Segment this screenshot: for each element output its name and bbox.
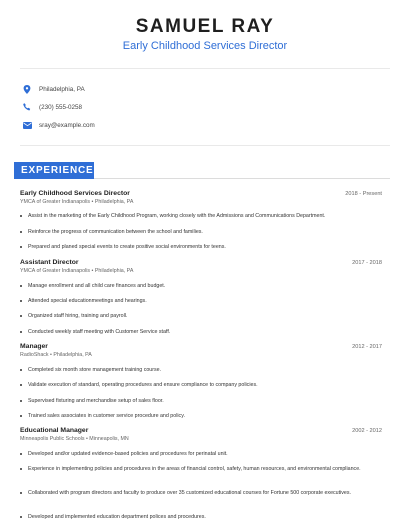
contact-phone (22, 101, 82, 113)
job-organization: YMCA of Greater Indianapolis • Philadelphia, PA (20, 199, 134, 205)
job-dates: 2018 - Present (345, 191, 382, 197)
job-entry (20, 190, 382, 205)
email-icon (22, 120, 32, 130)
job-title: Early Childhood Services Director (20, 190, 130, 197)
job-entry (20, 259, 382, 274)
section-underline (94, 178, 390, 179)
job-organization: YMCA of Greater Indianapolis • Philadelphia, PA (20, 268, 134, 274)
bullet-item: Trained sales associates in customer service procedure and policy. (28, 412, 382, 420)
job-dates: 2002 - 2012 (352, 428, 382, 434)
job-entry (20, 343, 382, 358)
email-text[interactable]: sray@example.com (39, 121, 95, 129)
job-title: Manager (20, 343, 48, 350)
bullet-item: Conducted weekly staff meeting with Customer Service staff. (28, 328, 382, 336)
bullet-item: Collaborated with program directors and faculty to produce over 35 customized educational courses for Fortune 500 corporate executives. (28, 489, 382, 497)
location-text: Philadelphia, PA (39, 85, 85, 93)
job-title: Educational Manager (20, 427, 89, 434)
job-title-header: Early Childhood Services Director (122, 40, 288, 52)
bullet-item: Prepared and planed special events to create positive social environments for teens. (28, 243, 382, 251)
job-dates: 2017 - 2018 (352, 260, 382, 266)
job-organization: Minneapolis Public Schools • Minneapolis, MN (20, 436, 129, 442)
bullet-item: Supervised fixturing and merchandise setup of sales floor. (28, 397, 382, 405)
job-organization: RadioShack • Philadelphia, PA (20, 352, 92, 358)
job-dates: 2012 - 2017 (352, 344, 382, 350)
job-entry (20, 427, 382, 442)
bullet-item: Developed and implemented education department polices and procedures. (28, 513, 382, 521)
section-heading-experience: EXPERIENCE (14, 162, 94, 179)
contact-email[interactable] (22, 119, 95, 131)
phone-text: (230) 555-0258 (39, 103, 83, 111)
job-title: Assistant Director (20, 259, 79, 266)
divider (20, 145, 390, 146)
contact-location (22, 83, 85, 95)
location-pin-icon (22, 84, 32, 94)
candidate-name: SAMUEL RAY (135, 16, 275, 37)
bullet-item: Completed six month store management training course. (28, 366, 382, 374)
bullet-item: Experience in implementing policies and procedures in the areas of financial control, safety, human resources, and environmental compliance. (28, 465, 382, 473)
bullet-item: Attended special educationmeetings and hearings. (28, 297, 382, 305)
bullet-item: Manage enrollment and all child care finances and budget. (28, 282, 382, 290)
bullet-item: Validate execution of standard, operating procedures and ensure compliance to company policies. (28, 381, 382, 389)
bullet-item: Assist in the marketing of the Early Childhood Program, working closely with the Admissions and Communications Department. (28, 212, 382, 220)
phone-icon (22, 102, 32, 112)
bullet-item: Organized staff hiring, training and payroll. (28, 312, 382, 320)
bullet-item: Reinforce the progress of communication between the school and families. (28, 228, 382, 236)
bullet-item: Developed and/or updated evidence-based policies and procedures for perinatal unit. (28, 450, 382, 458)
divider (20, 68, 390, 69)
